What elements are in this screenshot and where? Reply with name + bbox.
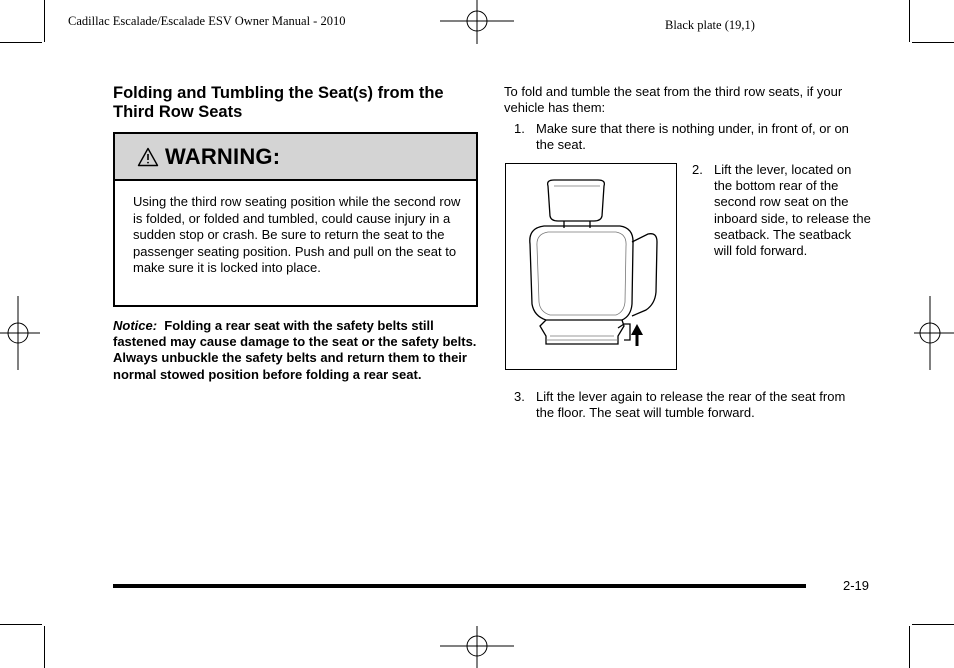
step-3 xyxy=(514,389,864,421)
notice-label: Notice: xyxy=(113,318,158,333)
step-text: Lift the lever again to release the rear of the seat from the floor. The seat will tumble forward. xyxy=(536,389,846,421)
crop-mark xyxy=(909,626,910,668)
step-text: Make sure that there is nothing under, in front of, or on the seat. xyxy=(536,121,849,153)
registration-mark-bottom xyxy=(440,626,514,668)
crop-mark xyxy=(912,624,954,625)
step-number: 2. xyxy=(692,162,703,177)
registration-mark-right xyxy=(914,296,954,370)
crop-mark xyxy=(44,626,45,668)
crop-mark xyxy=(0,42,42,43)
step-1 xyxy=(514,121,864,153)
crop-mark xyxy=(0,624,42,625)
notice-paragraph xyxy=(113,318,478,383)
crop-mark xyxy=(44,0,45,42)
crop-mark xyxy=(909,0,910,42)
warning-triangle-icon xyxy=(137,147,159,167)
manual-title: Cadillac Escalade/Escalade ESV Owner Manual - 2010 xyxy=(68,14,346,28)
crop-mark xyxy=(912,42,954,43)
footer-rule xyxy=(113,584,806,588)
intro-text: To fold and tumble the seat from the third row seats, if your vehicle has them: xyxy=(504,84,843,116)
section-title: Folding and Tumbling the Seat(s) from the Third Row Seats xyxy=(113,84,444,121)
plate-label: Black plate (19,1) xyxy=(665,18,755,32)
notice-text: Folding a rear seat with the safety belts still fastened may cause damage to the seat or the safety belts. Always unbuckle the safety belts and return them to their normal stowed position before folding a rear seat. xyxy=(113,318,477,382)
warning-box xyxy=(113,132,478,307)
registration-mark-top xyxy=(440,0,514,44)
page-number: 2-19 xyxy=(843,578,870,593)
seat-rear-view-illustration xyxy=(506,164,676,369)
step-number: 1. xyxy=(514,121,525,136)
step-2 xyxy=(692,162,872,259)
warning-title: WARNING: xyxy=(165,143,281,169)
step-text: Lift the lever, located on the bottom rear of the second row seat on the inboard side, to release the seatback. The seatback will fold forward. xyxy=(714,162,871,259)
warning-header xyxy=(115,134,476,181)
registration-mark-left xyxy=(0,296,40,370)
step-number: 3. xyxy=(514,389,525,404)
warning-text: Using the third row seating position while the second row is folded, or folded and tumbled, could cause injury in a sudden stop or crash. Be sure to return the seat to the passenger seating position. Push and pull on the seat to make sure it is locked into place. xyxy=(133,194,461,275)
seat-figure xyxy=(505,163,677,370)
